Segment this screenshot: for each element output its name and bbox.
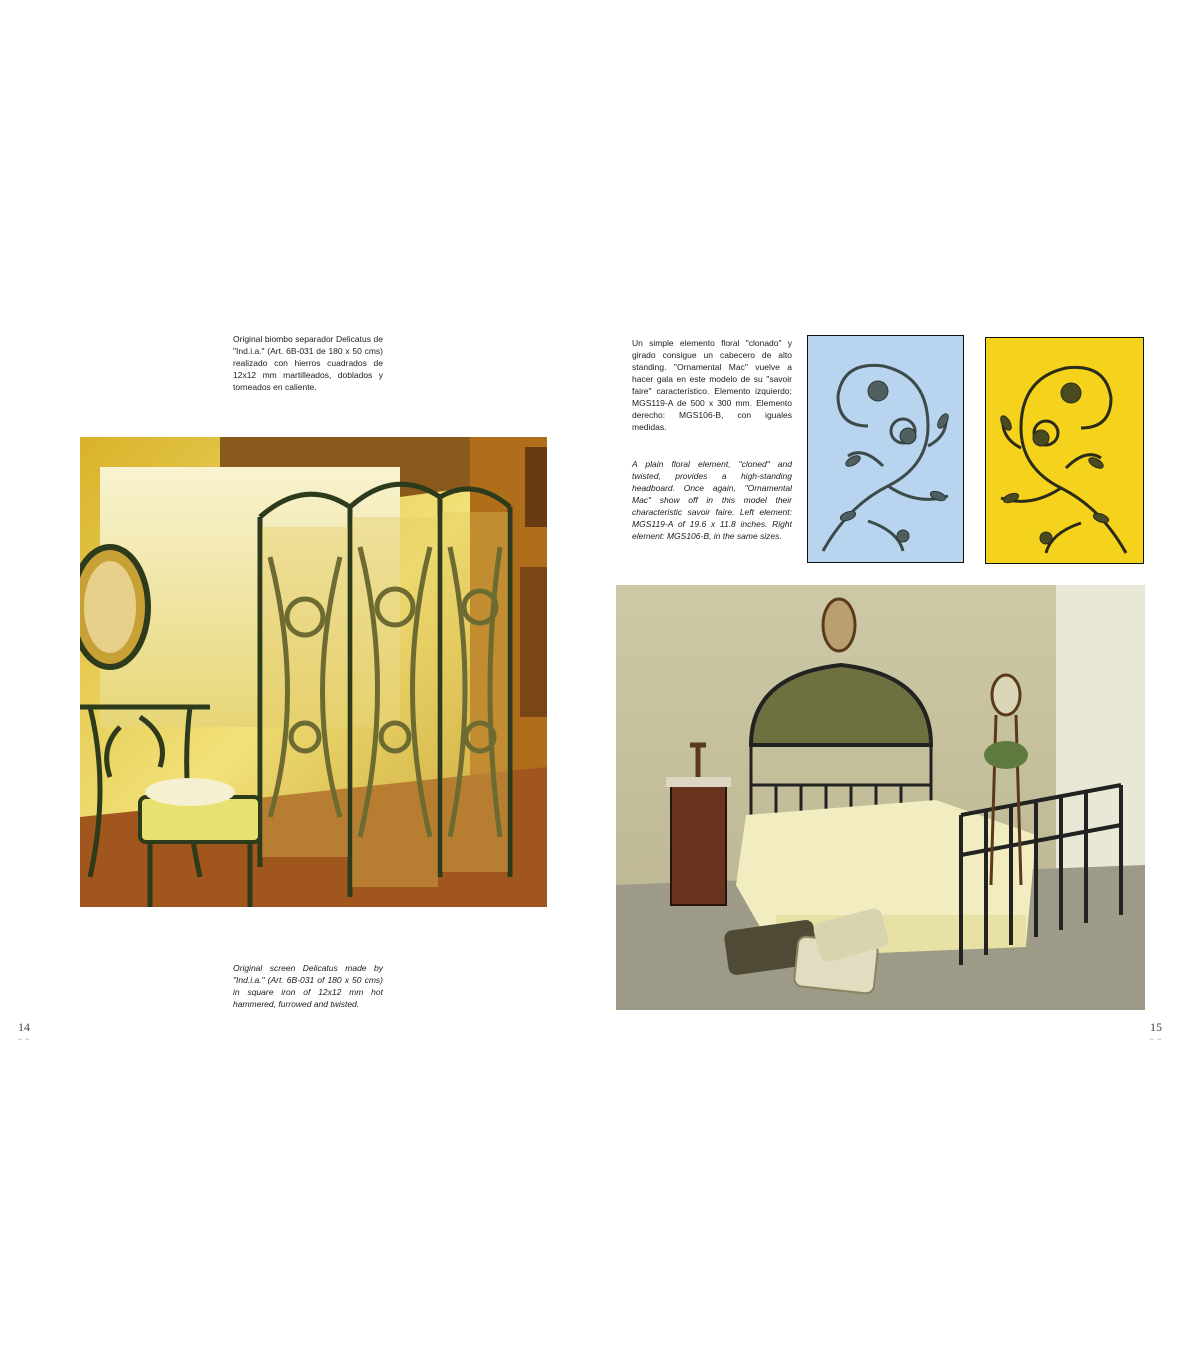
right-page bbox=[600, 0, 1200, 1372]
floral-tile-mgs106b bbox=[985, 337, 1144, 564]
floral-ironwork-icon bbox=[808, 336, 963, 562]
right-caption-english: A plain floral element, "cloned" and twisted, provides a high-standing headboard. Once again, "Ornamental Mac" show off in this model their characteristic savoir faire. Left element: MGS119-A of 19.6 x 11.8 inches. Right element: MGS106-B, in the same sizes. bbox=[632, 459, 792, 541]
screen-room-photo bbox=[80, 437, 547, 907]
page-ornament-left: ~ ~ bbox=[17, 1036, 31, 1044]
page-ornament-right: ~ ~ bbox=[1149, 1036, 1163, 1044]
right-caption-spanish: Un simple elemento floral "clonado" y girado consigue un cabecero de alto standing. "Ornamental Mac" vuelve a hacer gala en este modelo de su "savoir faire" característico. Elemento izquierdo: MGS119-A de 500 x 300 mm. Elemento derecho: MGS106-B, con iguales medidas. bbox=[632, 338, 792, 432]
page-number-left: 14 ~ ~ bbox=[12, 1020, 36, 1044]
page-number-right: 15 ~ ~ bbox=[1144, 1020, 1168, 1044]
bedroom-photo bbox=[616, 585, 1145, 1010]
floral-ironwork-icon bbox=[986, 338, 1143, 563]
floral-tile-mgs119a bbox=[807, 335, 964, 563]
left-caption-spanish: Original biombo separador Delicatus de "Ind.i.a." (Art. 6B-031 de 180 x 50 cms) realizado con hierros cuadrados de 12x12 mm martilleados, doblados y torneados en caliente. bbox=[233, 334, 383, 392]
left-caption-english: Original screen Delicatus made by "Ind.i.a." (Art. 6B-031 of 180 x 50 cms) in square iron of 12x12 mm hot hammered, furrowed and twisted. bbox=[233, 963, 383, 1009]
